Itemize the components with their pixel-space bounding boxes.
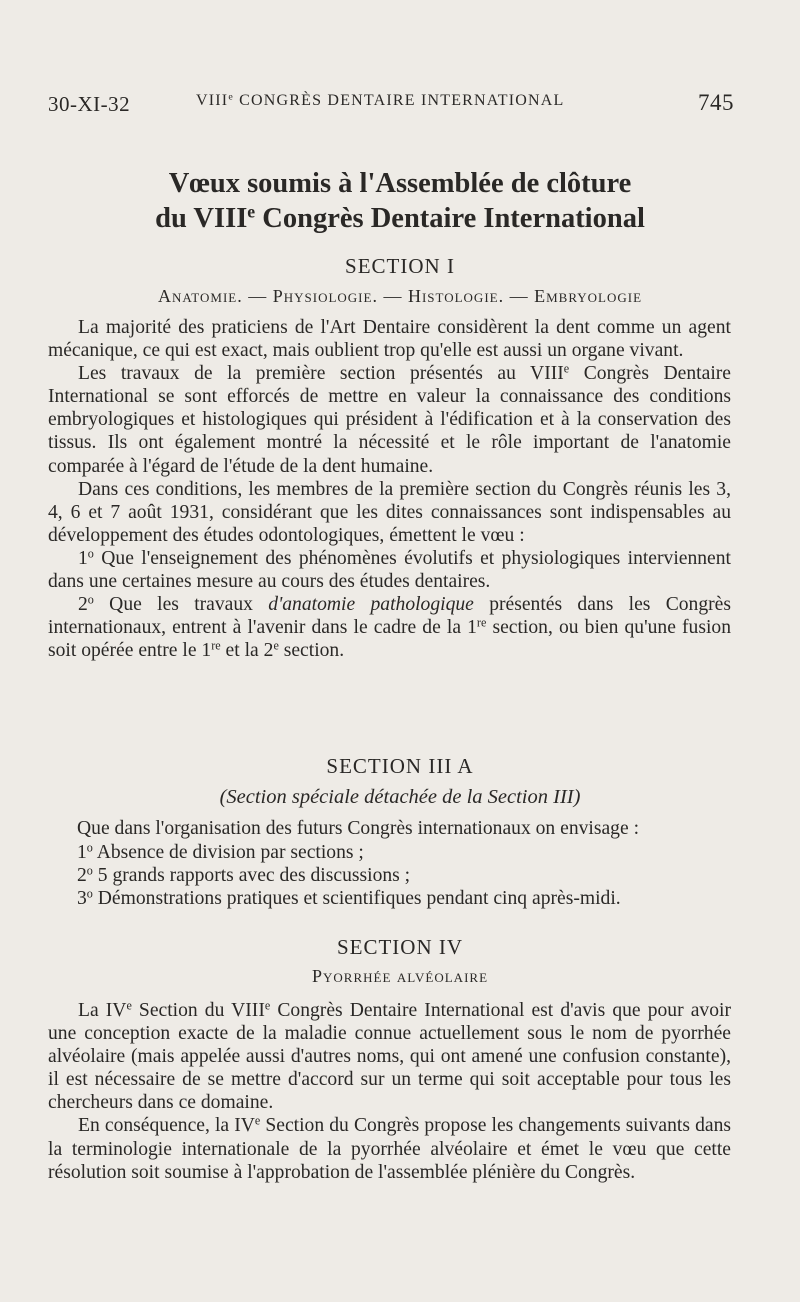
running-title-sup: e (228, 91, 234, 103)
title-line-2-sup: e (247, 201, 256, 222)
s4p1-b: Section du VIII (131, 1000, 265, 1021)
page-number: 745 (698, 90, 734, 115)
section-4-paragraph-2 (48, 1114, 731, 1183)
running-title (196, 92, 565, 110)
s1-item2-italic: d'anatomie pathologique (268, 594, 474, 616)
s1-item2-b: présentés dans les Congrès internationaux, entrent à l'avenir dans le cadre de la 1 (48, 594, 731, 639)
s3a-item3-text: Démonstrations pratiques et scientifiques pendant cinq après-midi. (92, 888, 621, 909)
title-line-2-pre: du VIII (155, 203, 248, 234)
section-3a-subheading: (Section spéciale détachée de la Section III) (219, 786, 581, 808)
running-title-numeral: VIII (196, 92, 229, 109)
section-1-paragraph-2 (48, 362, 731, 477)
section-1-item-2 (48, 593, 731, 662)
s1-item2-sup2: re (476, 615, 487, 630)
section-4-paragraph-1 (48, 999, 731, 1114)
s3a-item3-sup: o (86, 886, 93, 901)
s4p1-a: La IV (78, 1000, 127, 1021)
s1-item2-e: section. (278, 640, 345, 662)
s1-item1-text: Que l'enseignement des phénomènes évolutifs et physiologiques interviennent dans une certaines mesure au cours des études dentaires. (48, 547, 731, 593)
s1-item1-num: 1 (78, 547, 88, 569)
s1-item2-sup: o (87, 592, 94, 607)
s3a-item1-sup: o (86, 840, 93, 855)
s1-item2-a: Que les travaux (93, 594, 269, 616)
s1-item2-sup3: re (211, 638, 221, 653)
s1-item2-num: 2 (78, 594, 88, 616)
section-3a-item-1 (77, 842, 364, 864)
s4p1-sup1: e (126, 998, 132, 1013)
section-1-paragraph-1: La majorité des praticiens de l'Art Dentaire considèrent la dent comme un agent mécanique, ce qui est exact, mais oublient trop qu'elle est aussi un organe vivant. (48, 317, 731, 362)
s1-item2-d: et la 2 (220, 640, 274, 662)
section-3a-intro: Que dans l'organisation des futurs Congrès internationaux on envisage : (77, 818, 640, 839)
section-1-item-1 (48, 547, 731, 593)
s4p1-c: Congrès Dentaire International est d'avis que pour avoir une conception exacte de la maladie connue actuellement sous le nom de pyorrhée alvéolaire (mais appelée aussi d'autres noms, qui ont amené une confusion constante), il est nécessaire de se mettre d'accord sur un terme qui soit acceptable pour tous les chercheurs dans ce domaine. (48, 1000, 731, 1114)
s4p2-a: En conséquence, la IV (78, 1115, 255, 1137)
section-1-body (48, 316, 731, 662)
s1-item2-sup4: e (273, 638, 279, 653)
s1-item2-c: section, ou bien qu'une fusion soit opérée entre le 1 (48, 617, 731, 662)
s1p2-sup: e (563, 361, 570, 376)
section-3a-item-2 (77, 865, 410, 887)
section-1-paragraph-3: Dans ces conditions, les membres de la première section du Congrès réunis les 3, 4, 6 et 7 août 1931, considérant que les dites connaissances sont indispensables au développement des études odontologiques, émettent le vœu : (48, 478, 731, 546)
section-4-body (48, 999, 731, 1184)
section-3a-item-3 (77, 888, 621, 910)
page-title (48, 166, 752, 236)
s3a-item2-text: 5 grands rapports avec des discussions ; (92, 865, 411, 886)
s3a-item3-num: 3 (77, 888, 87, 909)
section-4-subheading: Pyorrhée alvéolaire (311, 966, 489, 986)
s3a-item1-text: Absence de division par sections ; (92, 842, 364, 863)
s4p2-b: Section du Congrès propose les changements suivants dans la terminologie internationale de la pyorrhée alvéolaire et émet le vœu que cette résolution soit soumise à l'approbation de l'assemblée plénière du Congrès. (48, 1115, 731, 1183)
title-line-2 (48, 201, 752, 236)
s3a-item2-sup: o (86, 863, 93, 878)
s1-item1-sup: o (87, 546, 94, 561)
section-3a-heading: SECTION III A (326, 754, 474, 778)
title-line-2-post: Congrès Dentaire International (255, 203, 645, 234)
running-header (48, 88, 734, 122)
s1p2-b: Congrès Dentaire International se sont efforcés de mettre en valeur la connaissance des conditions embryologiques et histologiques qui président à l'édification et à la conservation des tissus. Ils ont également montré la nécessité et le rôle important de l'anatomie comparée à l'égard de l'étude de la dent humaine. (48, 363, 731, 477)
s3a-item1-num: 1 (77, 842, 87, 863)
section-1-heading: SECTION I (345, 254, 455, 278)
s4p1-sup2: e (264, 998, 271, 1013)
s1p2-a: Les travaux de la première section présentés au VIII (78, 363, 564, 385)
s4p2-sup: e (254, 1113, 261, 1128)
title-line-1: Vœux soumis à l'Assemblée de clôture (168, 168, 632, 199)
running-title-text: CONGRÈS DENTAIRE INTERNATIONAL (239, 92, 565, 109)
header-date: 30-XI-32 (48, 92, 131, 116)
s3a-item2-num: 2 (77, 865, 87, 886)
section-4-heading: SECTION IV (336, 935, 464, 959)
section-1-subheading: Anatomie. — Physiologie. — Histologie. — Embryologie (157, 286, 643, 306)
